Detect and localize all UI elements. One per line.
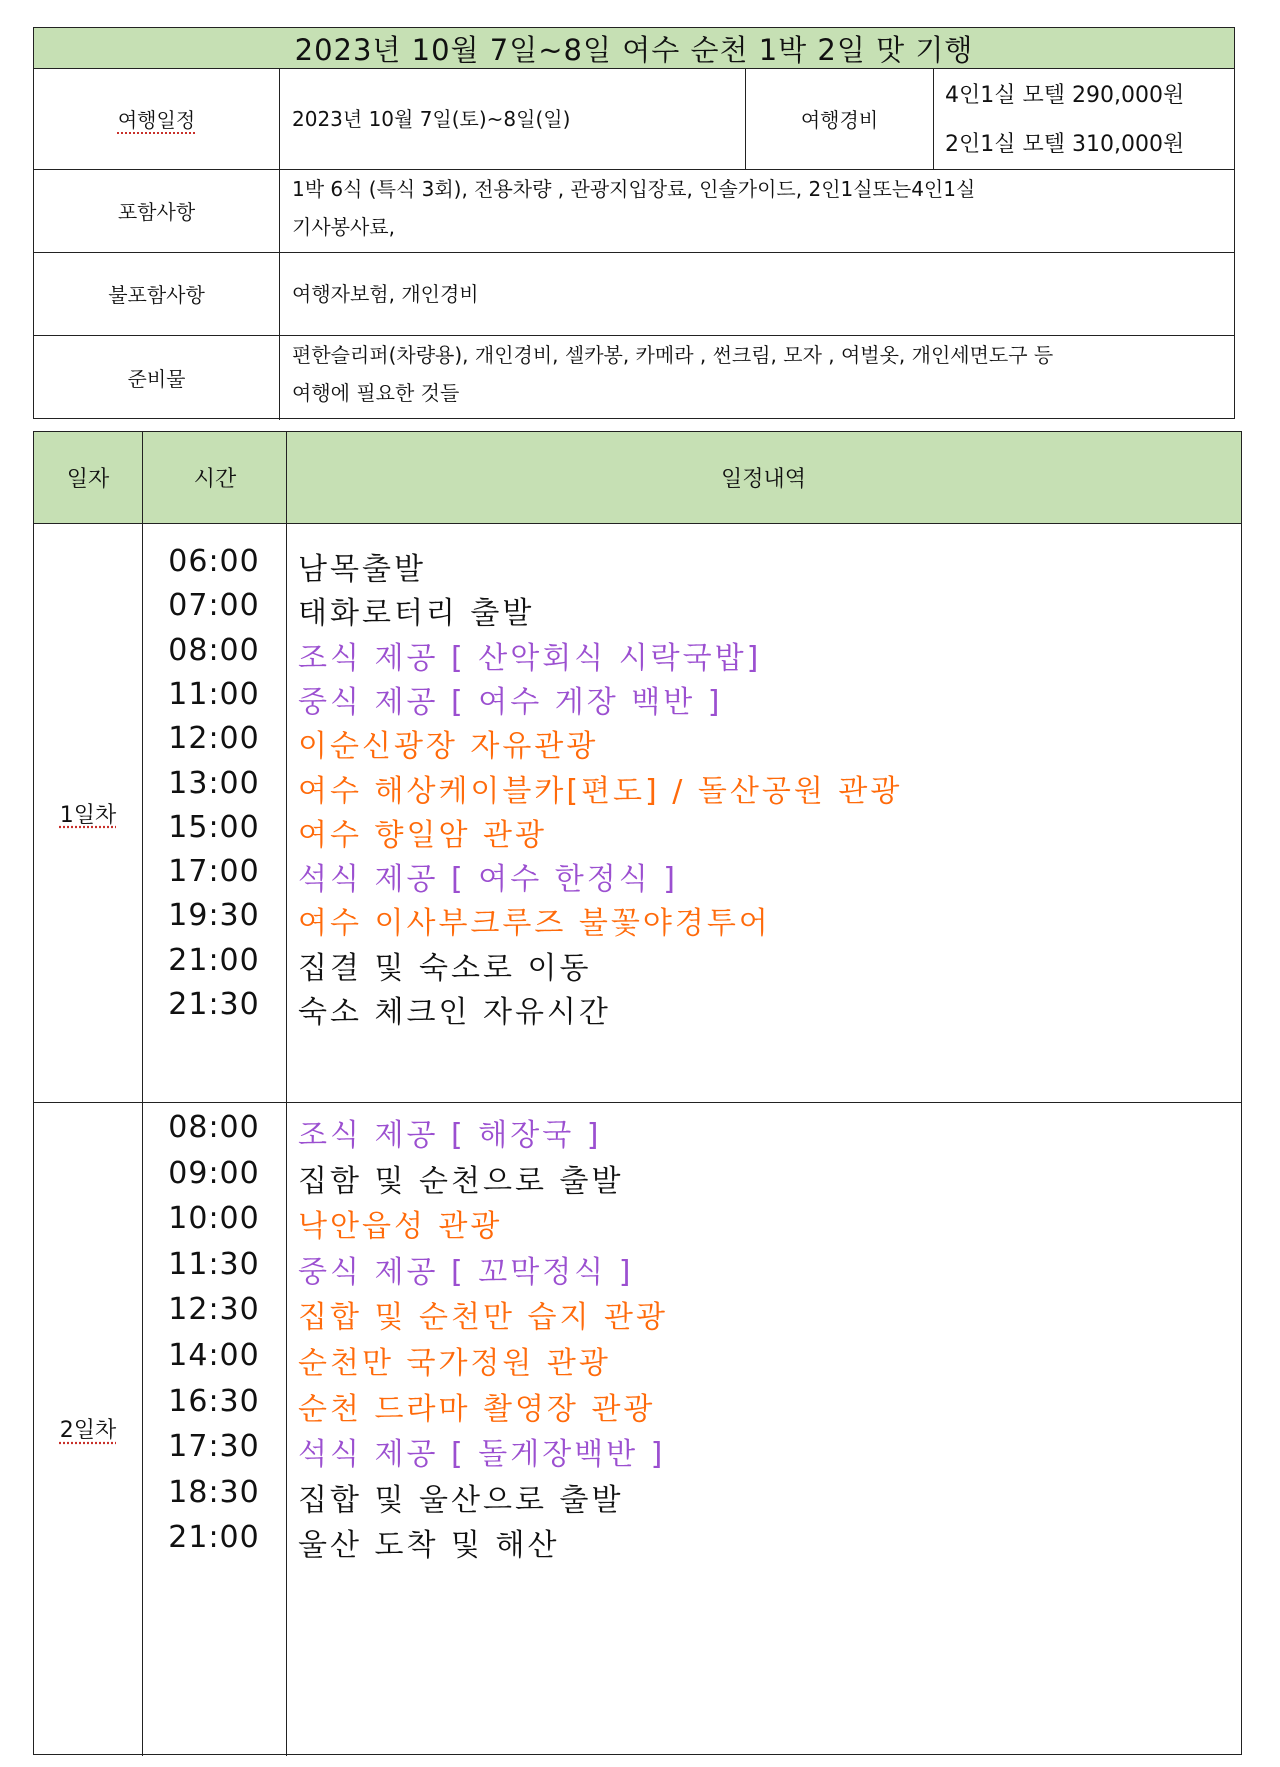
schedule-activity: 울산 도착 및 해산 <box>298 1528 560 1564</box>
schedule-activity: 여수 이사부크루즈 불꽃야경투어 <box>298 906 771 942</box>
schedule-time: 18:30 <box>168 1474 260 1510</box>
schedule-activity: 이순신광장 자유관광 <box>298 729 599 765</box>
preparation-label: 준비물 <box>127 367 186 391</box>
schedule-time: 16:30 <box>168 1383 260 1419</box>
trip-info-table <box>33 27 1235 419</box>
schedule-activity: 여수 해상케이블카[편도] / 돌산공원 관광 <box>298 773 903 809</box>
schedule-activity: 숙소 체크인 자유시간 <box>298 995 611 1030</box>
cost-label: 여행경비 <box>800 108 879 132</box>
excluded-value: 여행자보험, 개인경비 <box>292 281 479 306</box>
schedule-activity: 순천만 국가정원 관광 <box>298 1346 611 1381</box>
schedule-activity: 남목출발 <box>298 552 426 587</box>
cost-line-1: 4인1실 모텔 290,000원 <box>945 83 1185 108</box>
schedule-time: 06:00 <box>168 544 260 579</box>
schedule-activity: 여수 향일암 관광 <box>298 817 547 853</box>
schedule-time: 08:00 <box>168 1110 260 1145</box>
schedule-activity: 집결 및 숙소로 이동 <box>298 950 592 986</box>
schedule-activity: 조식 제공 [ 해장국 ] <box>298 1118 602 1153</box>
schedule-activity: 집합 및 순천만 습지 관광 <box>298 1300 668 1336</box>
schedule-activity: 집합 및 울산으로 출발 <box>298 1482 624 1518</box>
schedule-activity: 조식 제공 [ 산악회식 시락국밥] <box>298 640 762 676</box>
preparation-line-1: 편한슬리퍼(차량용), 개인경비, 셀카봉, 카메라 , 썬크림, 모자 , 여벌옷, 개인세면도구 등 <box>292 343 1054 367</box>
schedule-time: 11:30 <box>168 1246 260 1282</box>
schedule-time: 11:00 <box>168 676 260 712</box>
cost-line-2: 2인1실 모텔 310,000원 <box>945 132 1185 157</box>
schedule-activity: 태화로터리 출발 <box>298 596 535 632</box>
included-line-1: 1박 6식 (특식 3회), 전용차량 , 관광지입장료, 인솔가이드, 2인1실또는4인1실 <box>292 177 976 201</box>
schedule-time: 12:00 <box>168 721 260 757</box>
schedule-activity: 석식 제공 [ 돌게장백반 ] <box>298 1437 666 1473</box>
schedule-time: 21:00 <box>168 1520 260 1556</box>
schedule-activity: 석식 제공 [ 여수 한정식 ] <box>298 862 678 898</box>
itinerary-table <box>33 431 1242 1755</box>
header-day: 일자 <box>66 467 110 492</box>
schedule-activity: 순천 드라마 촬영장 관광 <box>298 1391 656 1427</box>
schedule-time: 14:00 <box>168 1338 260 1373</box>
schedule-time: 19:30 <box>168 898 260 934</box>
schedule-time: 09:00 <box>168 1155 260 1191</box>
schedule-time: 08:00 <box>168 632 260 668</box>
schedule-activity: 중식 제공 [ 꼬막정식 ] <box>298 1254 634 1290</box>
day2-label: 2일차 <box>59 1418 117 1443</box>
schedule-value: 2023년 10월 7일(토)~8일(일) <box>292 106 571 131</box>
schedule-time: 21:30 <box>168 987 260 1022</box>
day1-label: 1일차 <box>59 802 117 828</box>
itinerary-header-row <box>34 432 1241 524</box>
schedule-time: 15:00 <box>168 809 260 845</box>
schedule-time: 17:30 <box>168 1429 260 1465</box>
included-line-2: 기사봉사료, <box>292 215 395 239</box>
included-label: 포함사항 <box>117 200 196 224</box>
schedule-time: 13:00 <box>168 765 260 801</box>
header-time: 시간 <box>193 467 237 492</box>
header-detail: 일정내역 <box>720 467 806 492</box>
schedule-time: 10:00 <box>168 1201 260 1237</box>
schedule-activity: 중식 제공 [ 여수 게장 백반 ] <box>298 684 723 720</box>
schedule-time: 07:00 <box>168 588 260 624</box>
schedule-time: 17:00 <box>168 854 260 890</box>
schedule-time: 21:00 <box>168 942 260 978</box>
document-title: 2023년 10월 7일~8일 여수 순천 1박 2일 맛 기행 <box>34 28 1234 69</box>
schedule-time: 12:30 <box>168 1292 260 1328</box>
preparation-line-2: 여행에 필요한 것들 <box>292 381 460 405</box>
schedule-activity: 집함 및 순천으로 출발 <box>298 1163 624 1199</box>
schedule-label: 여행일정 <box>117 108 196 132</box>
excluded-label: 불포함사항 <box>108 283 205 307</box>
schedule-activity: 낙안읍성 관광 <box>298 1209 503 1245</box>
